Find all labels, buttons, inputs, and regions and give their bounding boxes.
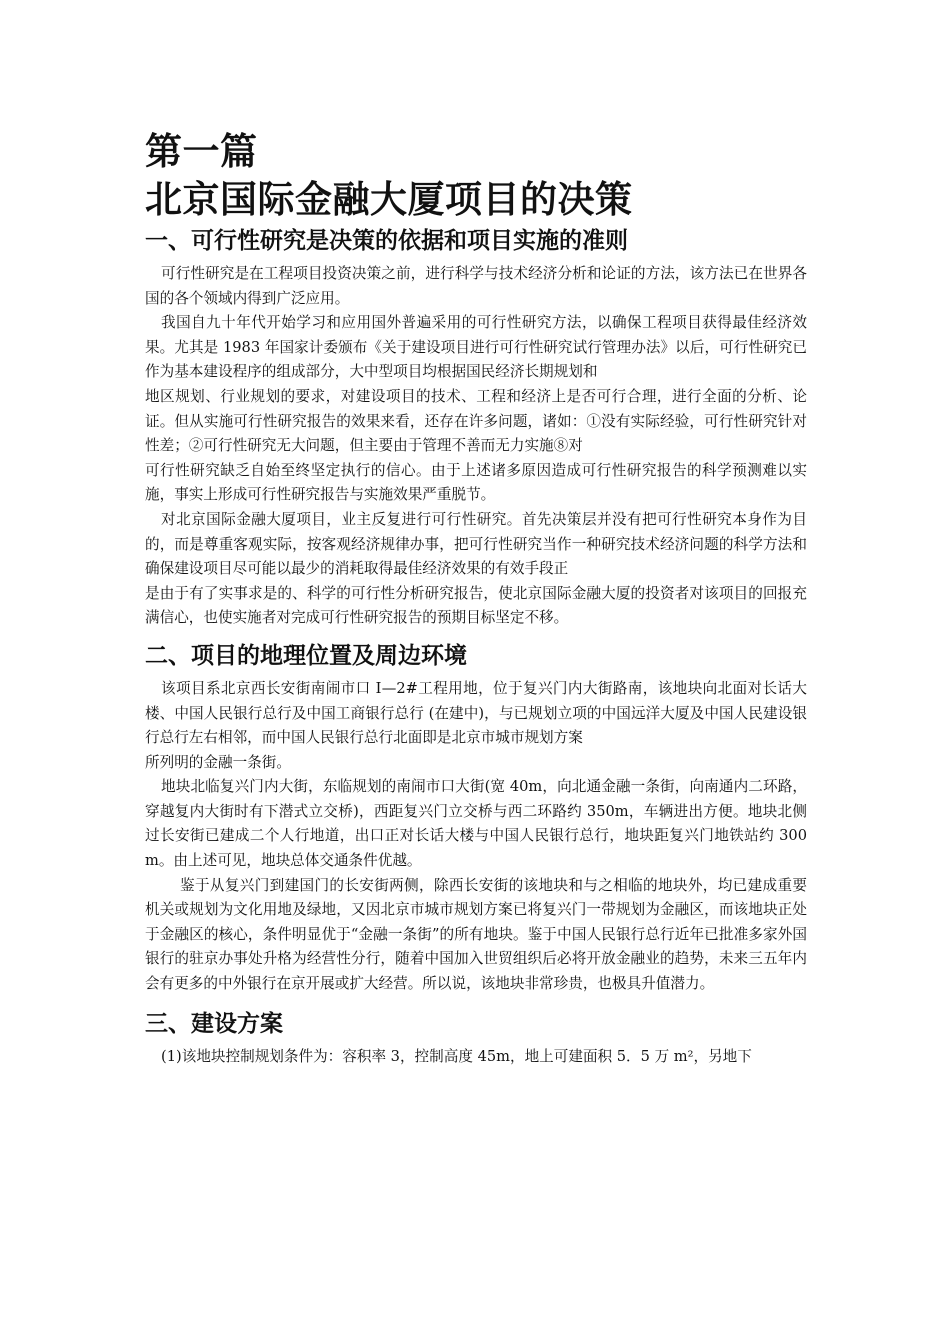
part-title-number: 第一篇 [145,130,258,173]
paragraph: 对北京国际金融大厦项目，业主反复进行可行性研究。首先决策层并没有把可行性研究本身作为目的，而是尊重客观实际，按客观经济规律办事，把可行性研究当作一种研究技术经济问题的科学方法和确保建设项目尽可能以最少的消耗取得最佳经济效果的有效手段正 [145,510,807,578]
paragraph: 是由于有了实事求是的、科学的可行性分析研究报告，使北京国际金融大厦的投资者对该项目的回报充满信心，也使实施者对完成可行性研究报告的预期目标坚定不移。 [145,584,807,627]
paragraph: 地区规划、行业规划的要求，对建设项目的技术、工程和经济上是否可行合理，进行全面的分析、论证。但从实施可行性研究报告的效果来看，还存在许多问题，诸如：①没有实际经验，可行性研究针对性差；②可行性研究无大问题，但主要由于管理不善而无力实施⑧对 [145,387,807,455]
paragraph: 该项目系北京西长安街南闹市口 Ⅰ—2#工程用地，位于复兴门内大街路南，该地块向北面对长话大楼、中国人民银行总行及中国工商银行总行 (在建中)，与已规划立项的中国远洋大厦及中国人民建设银行总行左右相邻，而中国人民银行总行北面即是北京市城市规划方案 [145,679,807,747]
document-page [145,128,807,1069]
paragraph: (1)该地块控制规划条件为：容积率 3，控制高度 45m，地上可建面积 5．5 万 m²，另地下 [161,1047,752,1065]
section-heading-3: 三、建设方案 [145,1010,283,1037]
paragraph: 可行性研究是在工程项目投资决策之前，进行科学与技术经济分析和论证的方法，该方法已在世界各国的各个领域内得到广泛应用。 [145,265,807,307]
section-heading-2: 二、项目的地理位置及周边环境 [145,642,467,669]
section-heading-1: 一、可行性研究是决策的依据和项目实施的准则 [145,228,628,254]
paragraph: 我国自九十年代开始学习和应用国外普遍采用的可行性研究方法，以确保工程项目获得最佳经济效果。尤其是 1983 年国家计委颁布《关于建设项目进行可行性研究试行管理办法》以后，可行性研究已作为基本建设程序的组成部分，大中型项目均根据国民经济长期规划和 [145,314,807,381]
paragraph: 地块北临复兴门内大街，东临规划的南闹市口大街(宽 40m，向北通金融一条街，向南通内二环路，穿越复内大街时有下潜式立交桥)，西距复兴门立交桥与西二环路约 350m，车辆进出方便。地块北侧过长安街已建成二个人行地道，出口正对长话大楼与中国人民银行总行，地块距复兴门地铁站约 300m。由上述可见，地块总体交通条件优越。 [145,778,807,870]
paragraph: 可行性研究缺乏自始至终坚定执行的信心。由于上述诸多原因造成可行性研究报告的科学预测难以实施，事实上形成可行性研究报告与实施效果严重脱节。 [145,461,807,504]
paragraph: 鉴于从复兴门到建国门的长安街两侧，除西长安街的该地块和与之相临的地块外，均已建成重要机关或规划为文化用地及绿地，又因北京市城市规划方案已将复兴门一带规划为金融区，而该地块正处于金融区的核心，条件明显优于“金融一条街”的所有地块。鉴于中国人民银行总行近年已批准多家外国银行的驻京办事处升格为经营性分行，随着中国加入世贸组织后必将开放金融业的趋势，未来三五年内会有更多的中外银行在京开展或扩大经营。所以说，该地块非常珍贵，也极具升值潜力。 [145,876,807,993]
part-title: 北京国际金融大厦项目的决策 [145,178,633,221]
paragraph: 所列明的金融一条街。 [145,753,291,771]
